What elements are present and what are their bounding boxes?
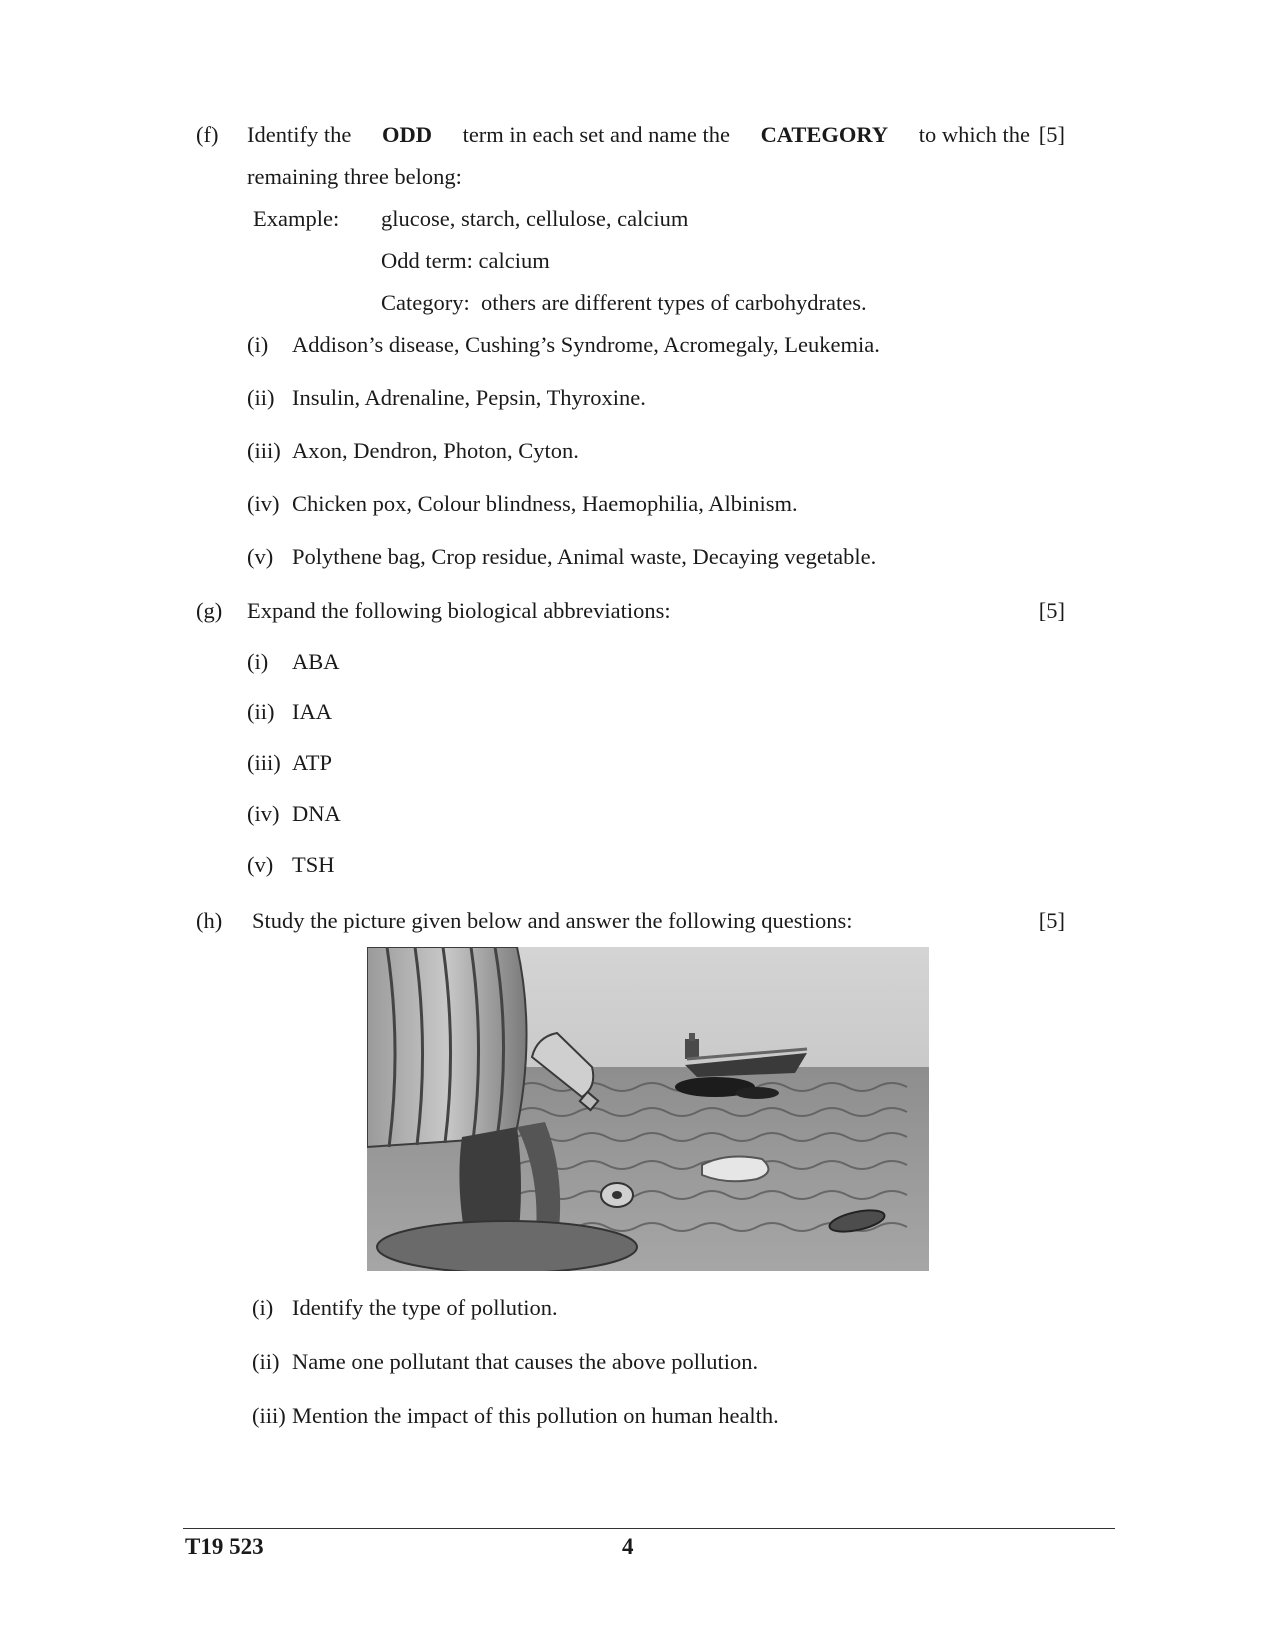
question-g-item-text: ATP: [292, 750, 333, 775]
question-f-item-text: Addison’s disease, Cushing’s Syndrome, Acromegaly, Leukemia.: [292, 332, 880, 357]
example-odd-term: Odd term: calcium: [381, 248, 550, 273]
question-h-item-text: Identify the type of pollution.: [292, 1295, 558, 1320]
question-h-item-text: Mention the impact of this pollution on human health.: [292, 1403, 779, 1428]
question-f-marks: [5]: [1038, 122, 1065, 147]
question-f-item-text: Axon, Dendron, Photon, Cyton.: [292, 438, 579, 463]
question-f-line1-e: to which the: [913, 122, 1030, 147]
question-f-item-num: (i): [247, 332, 269, 357]
question-f-line1-c: term in each set and name the: [456, 122, 736, 147]
question-f-item-num: (iii): [247, 438, 281, 463]
question-g-text: Expand the following biological abbreviations:: [247, 598, 671, 623]
floating-plastic-bag: [702, 1157, 768, 1182]
question-f-line1: [247, 120, 1030, 150]
question-g-item-num: (ii): [247, 699, 275, 724]
question-h-item-num: (i): [252, 1295, 274, 1320]
page-number: 4: [622, 1534, 634, 1559]
question-f-line2: remaining three belong:: [247, 164, 462, 189]
question-f-line1-a: Identify the: [247, 122, 357, 147]
example-category: Category: others are different types of carbohydrates.: [381, 290, 867, 315]
footer-rule: [183, 1528, 1115, 1529]
paper-code: T19 523: [185, 1534, 264, 1559]
sewage-pipe: [367, 947, 527, 1147]
question-f-item-text: Insulin, Adrenaline, Pepsin, Thyroxine.: [292, 385, 646, 410]
example-set: glucose, starch, cellulose, calcium: [381, 206, 689, 231]
question-f-odd-keyword: ODD: [381, 122, 432, 147]
pollution-illustration: [367, 947, 929, 1271]
question-g-item-text: DNA: [292, 801, 341, 826]
question-g-item-text: IAA: [292, 699, 332, 724]
floating-can: [601, 1183, 633, 1207]
example-label: Example:: [253, 206, 340, 231]
question-g-item-text: ABA: [292, 649, 340, 674]
question-f-item-text: Chicken pox, Colour blindness, Haemophilia, Albinism.: [292, 491, 798, 516]
question-h-item-text: Name one pollutant that causes the above pollution.: [292, 1349, 759, 1374]
question-g-item-num: (v): [247, 852, 274, 877]
question-h-text: Study the picture given below and answer the following questions:: [252, 908, 853, 933]
question-g-marks: [5]: [1038, 598, 1065, 623]
question-h-item-num: (iii): [252, 1403, 286, 1428]
question-f-item-text: Polythene bag, Crop residue, Animal waste, Decaying vegetable.: [292, 544, 877, 569]
sewage-splash: [377, 1221, 637, 1271]
question-h-item-num: (ii): [252, 1349, 280, 1374]
question-h-label: (h): [196, 908, 223, 933]
question-f-category-keyword: CATEGORY: [760, 122, 889, 147]
question-g-item-num: (iii): [247, 750, 281, 775]
question-g-item-num: (iv): [247, 801, 280, 826]
question-h-marks: [5]: [1038, 908, 1065, 933]
question-g-item-num: (i): [247, 649, 269, 674]
question-f-item-num: (iv): [247, 491, 280, 516]
question-g-item-text: TSH: [292, 852, 335, 877]
question-g-label: (g): [196, 598, 223, 623]
question-f-item-num: (ii): [247, 385, 275, 410]
question-f-label: (f): [196, 122, 219, 147]
question-f-item-num: (v): [247, 544, 274, 569]
